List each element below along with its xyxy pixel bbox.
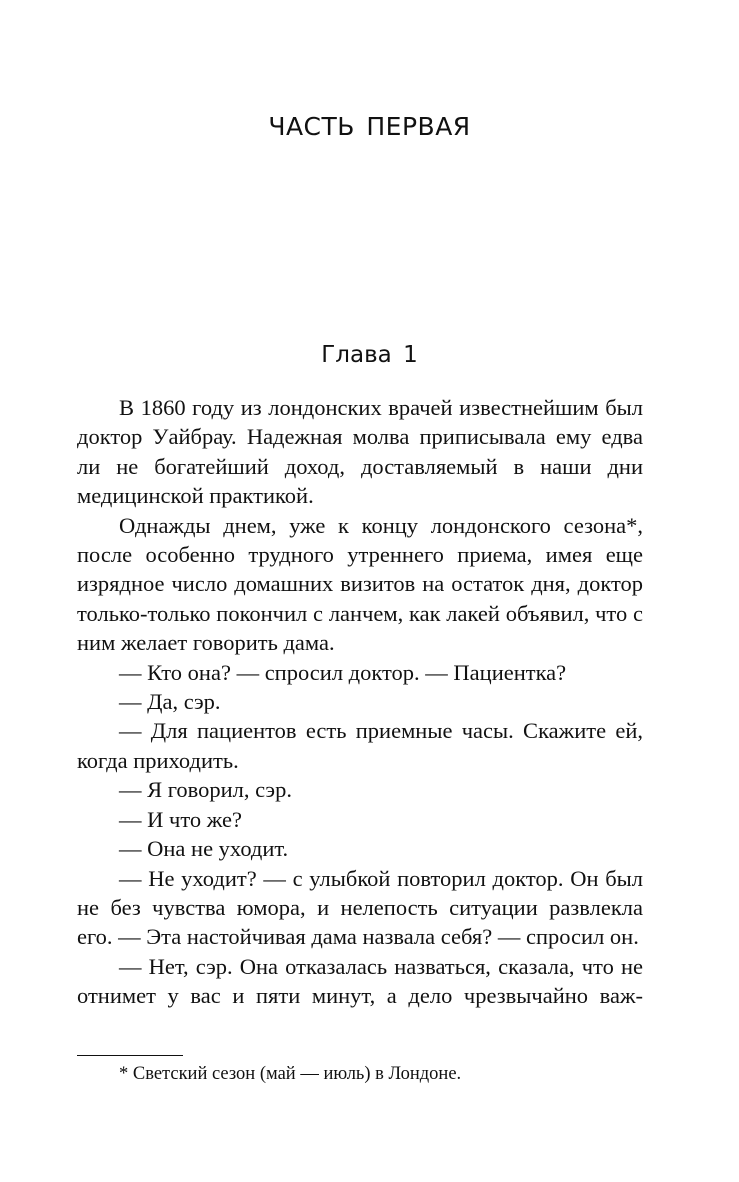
paragraph: — Нет, сэр. Она отказалась назваться, сказала, что не отнимет у вас и пяти минут, а дело чрезвычайно важ-	[77, 953, 643, 1009]
paragraph: — Да, сэр.	[119, 689, 221, 715]
paragraph: — Она не уходит.	[119, 836, 289, 862]
paragraph: — Кто она? — спросил доктор. — Пациентка?	[119, 659, 567, 685]
part-title: ЧАСТЬ ПЕРВАЯ	[268, 112, 471, 141]
chapter-body	[77, 393, 643, 1011]
paragraph: — Для пациентов есть приемные часы. Скажите ей, когда приходить.	[77, 718, 643, 773]
chapter-title: Глава 1	[321, 342, 418, 368]
footnote: * Светский сезон (май — июль) в Лондоне.	[119, 1064, 462, 1084]
paragraph: — И что же?	[119, 806, 242, 832]
paragraph: Однажды днем, уже к концу лондонского сезона*, после особенно трудного утреннего приема, имея еще изрядное число домашних визитов на остаток дня, доктор только-только покончил с ланчем, как лакей объявил, что с ним желает говорить дама.	[77, 512, 643, 656]
paragraph: В 1860 году из лондонских врачей известнейшим был доктор Уайбрау. Надежная молва приписывала ему едва ли не богатейший доход, доставляемый в наши дни медицинской практикой.	[77, 395, 643, 509]
paragraph: — Не уходит? — с улыбкой повторил доктор. Он был не без чувства юмора, и нелепость ситуации развлекла его. — Эта настойчивая дама назвала себя? — спросил он.	[77, 865, 643, 950]
footnote-divider	[77, 1055, 183, 1056]
paragraph: — Я говорил, сэр.	[119, 777, 292, 803]
